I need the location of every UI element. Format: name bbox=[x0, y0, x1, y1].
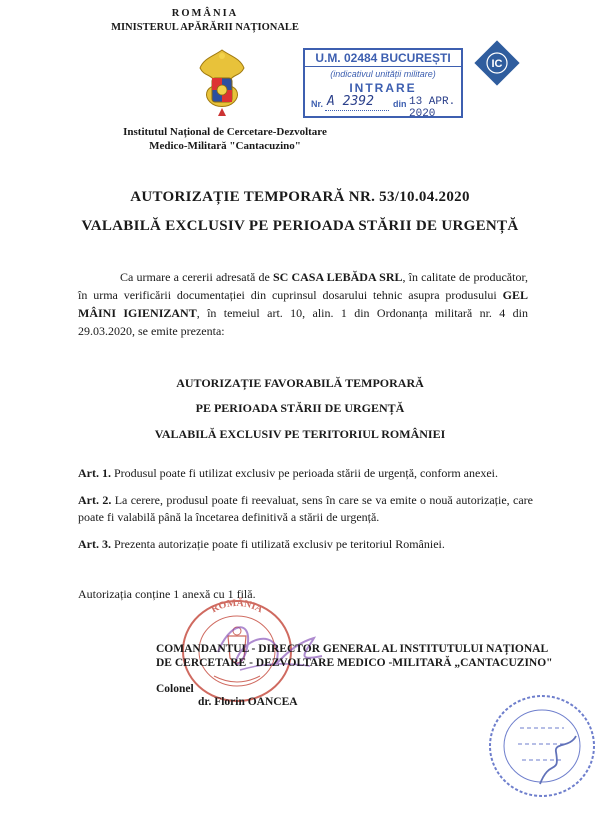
intro-paragraph bbox=[78, 268, 528, 340]
entry-stamp bbox=[303, 48, 463, 118]
ic-logo-text: IC bbox=[491, 58, 503, 70]
article-2 bbox=[78, 492, 533, 526]
intro-text-1: Ca urmare a cererii adresată de bbox=[120, 270, 273, 284]
institute-name-line2: Medico-Militară "Cantacuzino" bbox=[149, 140, 301, 152]
signatory-rank: Colonel bbox=[156, 683, 194, 695]
stamp-nr-label: Nr. bbox=[311, 99, 324, 109]
stamp-date-label: din bbox=[393, 99, 407, 109]
annex-note: Autorizația conține 1 anexă cu 1 filă. bbox=[78, 587, 256, 601]
institute-name-line1: Institutul Național de Cercetare-Dezvoltare bbox=[123, 126, 327, 138]
seal-text: ROMÂNIA bbox=[209, 597, 265, 616]
document-subtitle: VALABILĂ EXCLUSIV PE PERIOADA STĂRII DE URGENȚĂ bbox=[81, 218, 519, 234]
stamp-unit: U.M. 02484 BUCUREȘTI bbox=[305, 51, 461, 67]
ic-logo-icon bbox=[474, 40, 520, 86]
stamp-date-value: 13 APR. 2020 bbox=[409, 96, 456, 120]
article-label: Art. 2. bbox=[78, 493, 112, 507]
stamp-label: INTRARE bbox=[349, 81, 417, 95]
ministry-name: MINISTERUL APĂRĂRII NAȚIONALE bbox=[111, 22, 299, 33]
document-title: AUTORIZAȚIE TEMPORARĂ NR. 53/10.04.2020 bbox=[130, 189, 470, 205]
intro-text-2: , în calitate de producător, în urma verificării documentației din cuprinsul dosarului tehnic asupra produsului bbox=[78, 270, 528, 302]
blue-seal-icon bbox=[480, 688, 600, 803]
intro-text-3: , în temeiul art. 10, alin. 1 din Ordonanța militară nr. 4 din 29.03.2020, se emite prezenta: bbox=[78, 306, 528, 338]
article-text: Prezenta autorizație poate fi utilizată exclusiv pe teritoriul României. bbox=[111, 537, 445, 551]
stamp-nr-line bbox=[325, 110, 389, 111]
country-name: ROMÂNIA bbox=[171, 8, 239, 19]
article-3 bbox=[78, 536, 533, 553]
signatory-title-line2: DE CERCETARE - DEZVOLTARE MEDICO -MILITARĂ „CANTACUZINO" bbox=[156, 657, 553, 669]
article-text: Produsul poate fi utilizat exclusiv pe perioada stării de urgență, conform anexei. bbox=[111, 466, 498, 480]
company-name: SC CASA LEBĂDA SRL bbox=[272, 270, 403, 284]
authorization-heading-line2: PE PERIOADA STĂRII DE URGENȚĂ bbox=[195, 401, 405, 415]
product-name: GEL MÂINI IGIENIZANT bbox=[78, 288, 528, 320]
stamp-unit-note: (indicativul unității militare) bbox=[330, 69, 436, 79]
authorization-heading-line3: VALABILĂ EXCLUSIV PE TERITORIUL ROMÂNIEI bbox=[154, 427, 446, 441]
stamp-nr-value: A 2392 bbox=[327, 94, 374, 109]
article-1 bbox=[78, 465, 533, 482]
article-label: Art. 3. bbox=[78, 537, 111, 551]
signatory-title-line1: COMANDANTUL - DIRECTOR GENERAL AL INSTITUTULUI NAȚIONAL bbox=[156, 643, 549, 655]
authorization-heading-line1: AUTORIZAȚIE FAVORABILĂ TEMPORARĂ bbox=[176, 376, 424, 390]
coat-of-arms-icon bbox=[196, 46, 248, 118]
signatory-name: dr. Florin OANCEA bbox=[198, 696, 298, 708]
article-text: La cerere, produsul poate fi reevaluat, sens în care se va emite o nouă autorizație, care poate fi valabilă până la încetarea definitivă a stării de urgență. bbox=[78, 493, 533, 524]
article-label: Art. 1. bbox=[78, 466, 111, 480]
